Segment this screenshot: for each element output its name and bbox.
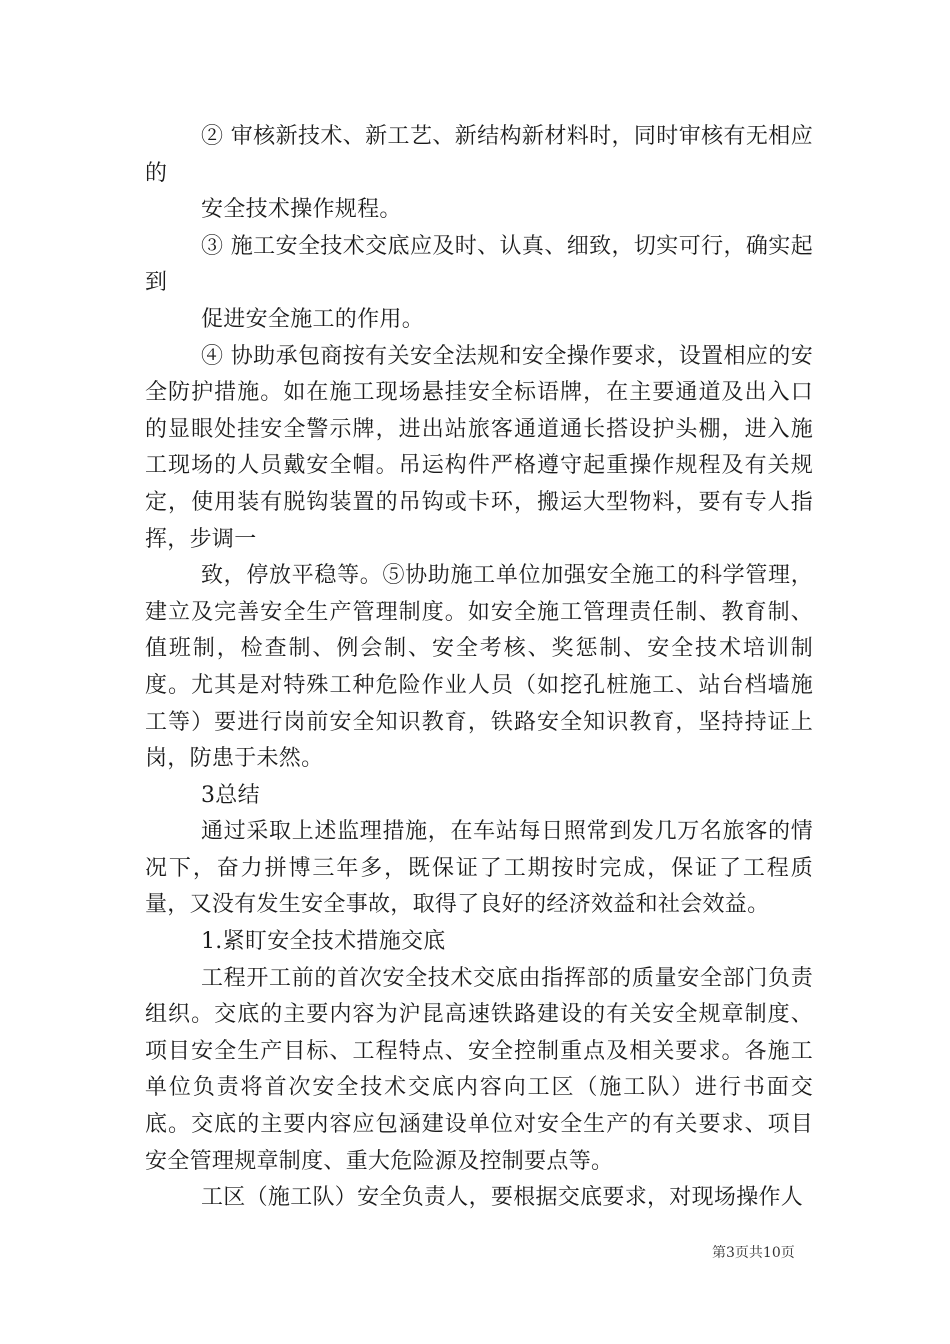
section-heading-briefing: 1.紧盯安全技术措施交底 (201, 929, 446, 955)
paragraph-item-3-briefing: ③ 施工安全技术交底应及时、认真、细致，切实可行，确实起到 (145, 233, 813, 296)
paragraph-item-4-protection: ④ 协助承包商按有关安全法规和安全操作要求，设置相应的安全防护措施。如在施工现场悬挂安全标语牌，在主要通道及出入口的显眼处挂安全警示牌，进出站旅客通道通长搭设护头棚，进入施工现场的人员戴安全帽。吊运构件严格遵守起重操作规程及有关规定，使用装有脱钩装置的吊钩或卡环，搬运大型物料，要有专人指挥，步调一 (145, 343, 813, 552)
section-heading-summary: 3总结 (201, 782, 260, 808)
paragraph-safety-rules: 安全技术操作规程。 (201, 197, 402, 223)
paragraph-summary: 通过采取上述监理措施，在车站每日照常到发几万名旅客的情况下，奋力拼博三年多，既保证了工期按时完成，保证了工程质量，又没有发生安全事故，取得了良好的经济效益和社会效益。 (145, 819, 813, 918)
page-number: 第3页共10页 (712, 1245, 795, 1261)
paragraph-promote-safety: 促进安全施工的作用。 (201, 306, 425, 332)
paragraph-item-5-management: 致，停放平稳等。⑤协助施工单位加强安全施工的科学管理，建立及完善安全生产管理制度。如安全施工管理责任制、教育制、值班制，检查制、例会制、安全考核、奖惩制、安全技术培训制度。尤其是对特殊工种危险作业人员（如挖孔桩施工、站台档墙施工等）要进行岗前安全知识教育，铁路安全知识教育，坚持持证上岗，防患于未然。 (145, 563, 813, 772)
document-body (145, 119, 813, 1217)
paragraph-first-briefing: 工程开工前的首次安全技术交底由指挥部的质量安全部门负责组织。交底的主要内容为沪昆高速铁路建设的有关安全规章制度、项目安全生产目标、工程特点、安全控制重点及相关要求。各施工单位负责将首次安全技术交底内容向工区（施工队）进行书面交底。交底的主要内容应包涵建设单位对安全生产的有关要求、项目安全管理规章制度、重大危险源及控制要点等。 (145, 965, 813, 1174)
paragraph-work-area: 工区（施工队）安全负责人，要根据交底要求，对现场操作人 (201, 1185, 804, 1211)
paragraph-item-2-review: ② 审核新技术、新工艺、新结构新材料时，同时审核有无相应的 (145, 124, 813, 186)
